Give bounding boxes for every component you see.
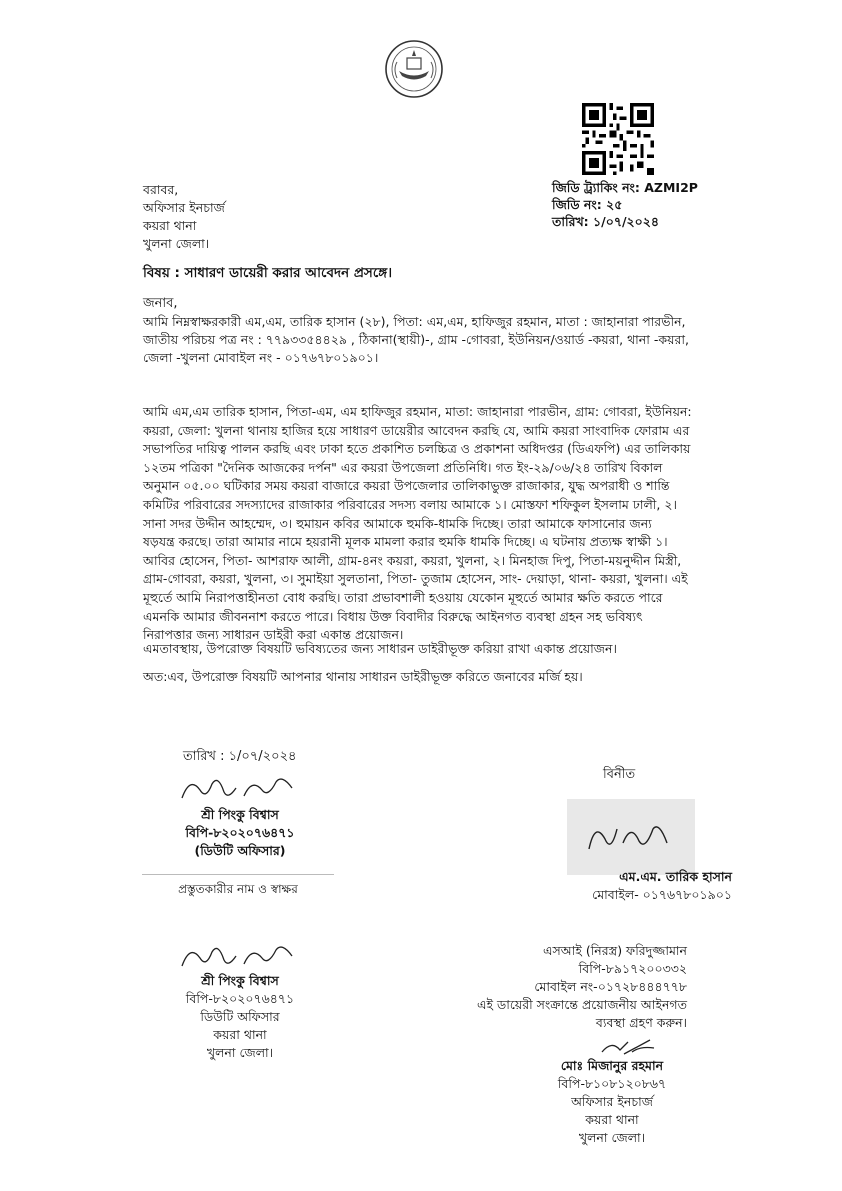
body-line: এমনকি আমার জীবননাশ করতে পারে। বিধায় উক্ত বিবাদীর বিরুদ্ধে আইনগত ব্যবস্থা গ্রহন সহ ভবিষ্যৎ [143,608,643,624]
duty-officer-bp: বিপি-৮২০২০৭৬৪৭১ [185,991,295,1006]
officer-in-charge-block [512,1057,712,1147]
oc-station: কয়রা থানা [585,1112,639,1127]
body-line: অনুমান ০৫.০০ ঘটিকার সময় কয়রা বাজারে কয়রা উপজেলার তালিকাভুক্ত রাজাকার, যুদ্ধ অপরাধী ও শান্তি [143,478,670,494]
applicant-signature [567,799,695,875]
gd-tracking-number: জিডি ট্র্যাকিং নং: AZMI2P [552,180,698,195]
application-date: তারিখ : ১/০৭/২০২৪ [183,749,297,764]
oc-signature [598,1034,658,1058]
addressee-line: অফিসার ইনচার্জ [143,200,225,215]
duty-officer-station: কয়রা থানা [213,1027,267,1042]
gd-tracking-block [552,179,698,230]
body-line: কয়রা, জেলা: খুলনা থানায় হাজির হয়ে সাধারণ ডায়েরীর আবেদন করছি যে, আমি কয়রা সাংবাদিক ফোরাম এর [143,422,690,438]
conclusion-paragraph-1 [143,640,703,658]
duty-officer-signature [178,938,298,976]
intro-paragraph [143,313,703,367]
body-line: সভাপতির দায়িত্ব পালন করছি এবং ঢাকা হতে প্রকাশিত চলচ্চিত্র ও প্রকাশনা অধিদপ্তর (ডিএফপি) এর তালিকায় [143,441,691,457]
police-logo [383,38,445,100]
si-instruction: এই ডায়েরী সংক্রান্তে প্রয়োজনীয় আইনগত [477,997,687,1012]
body-line: আবির হোসেন, পিতা- আশরাফ আলী, গ্রাম-৪নং কয়রা, কয়রা, খুলনা, ২। মিনহাজ দিপু, পিতা-ময়নুদ্দীন মিস্ত্রী, [143,552,682,568]
body-line: কমিটির পরিবারের সদস্যাদের রাজাকার পরিবারের সদস্য বলায় আমাকে ১। মোস্তফা শফিকুল ইসলাম ঢালী, ২। [143,496,677,512]
body-line: গ্রাম-গোবরা, কয়রা, খুলনা, ৩। সুমাইয়া সুলতানা, পিতা- তুজাম হোসেন, সাং- দেয়াড়া, থানা- কয়রা, খুলনা। এই [143,571,688,587]
duty-officer-bp: বিপি-৮২০২০৭৬৪৭১ [185,825,295,840]
intro-line: জেলা -খুলনা মোবাইল নং - ০১৭৬৭৮০১৯০১। [143,350,379,365]
conclusion-paragraph-2 [143,668,703,686]
duty-officer-block-2 [160,972,320,1062]
body-line: মূহুর্তে আমি নিরাপত্তাহীনতা বোধ করছি। তারা প্রভাবশালী হওয়ায় যেকোন মূহুর্তে আমার ক্ষতি করতে পারে [143,589,663,605]
gd-number: জিডি নং: ২৫ [552,197,623,212]
si-mobile: মোবাইল নং-০১৭২৮৪৪৪৭৭৮ [534,979,687,994]
body-line: আমি এম,এম তারিক হাসান, পিতা-এম, এম হাফিজুর রহমান, মাতা: জাহানারা পারভীন, গ্রাম: গোবরা, ইউনিয়ন: [143,404,692,419]
applicant-block [532,868,732,904]
duty-officer-district: খুলনা জেলা। [206,1045,274,1060]
conclusion-line: অত:এব, উপরোক্ত বিষয়টি আপনার থানায় সাধারন ডাইরীভূক্ত করিতে জনাবের মর্জি হয়। [143,669,583,684]
duty-officer-signature [178,770,298,808]
salutation: জনাব, [143,296,178,311]
applicant-name: এম.এম. তারিক হাসান [619,869,732,884]
body-paragraph [143,403,703,645]
preparer-label: প্রস্তুতকারীর নাম ও স্বাক্ষর [142,874,334,901]
addressee-line: বরাবর, [143,182,179,197]
body-line: নিরাপত্তার জন্য সাধারন ডাইরী করা একান্ত প্রয়োজন। [143,627,404,643]
body-line: ১২তম পত্রিকা "দৈনিক আজকের দর্পন" এর কয়রা উপজেলা প্রতিনিধি। গত ইং-২৯/০৬/২৪ তারিখ বিকাল [143,459,663,475]
si-bp: বিপি-৮৯১৭২০০৩৩২ [578,961,687,976]
gd-date: তারিখ: ১/০৭/২০২৪ [552,214,660,229]
subject-line: বিষয় : সাধারণ ডায়েরী করার আবেদন প্রসঙ্গে। [143,265,393,281]
applicant-mobile: মোবাইল- ০১৭৬৭৮০১৯০১ [592,887,732,902]
oc-designation: অফিসার ইনচার্জ [571,1094,653,1109]
conclusion-line: এমতাবস্থায়, উপরোক্ত বিষয়টি ভবিষ্যতের জন্য সাধারন ডাইরীভূক্ত করিয়া রাখা একান্ত প্রয়োজন। [143,641,617,656]
qr-code [582,103,654,175]
si-instruction: ব্যবস্থা গ্রহণ করুন। [595,1015,687,1030]
yours-faithfully: বিনীত [603,767,636,782]
duty-officer-designation: (ডিউটি অফিসার) [194,843,286,858]
duty-officer-name: শ্রী পিংকু বিশ্বাস [201,807,279,822]
body-line: সানা সদর উদ্দীন আহম্মেদ, ৩। হুমায়ন কবির আমাকে হুমকি-ধামকি দিচ্ছে। তারা আমাকে ফাসানোর জন্য [143,515,652,531]
si-name: এসআই (নিরস্ত্র) ফরিদুজ্জামান [543,943,687,958]
body-line: ষড়যন্ত্র করছে। তারা আমার নামে হয়রানী মূলক মামলা করার হুমকি ধামকি দিচ্ছে। এ ঘটনায় প্রত্যক্ষ স্বাক্ষী ১। [143,534,668,550]
oc-bp: বিপি-৮১০৮১২০৮৬৭ [557,1076,667,1091]
duty-officer-name: শ্রী পিংকু বিশ্বাস [201,973,279,988]
addressee-line: কয়রা থানা [143,218,197,233]
intro-line: আমি নিম্নস্বাক্ষরকারী এম,এম, তারিক হাসান (২৮), পিতা: এম,এম, হাফিজুর রহমান, মাতা : জাহানারা পারভীন, [143,314,686,329]
oc-name: মোঃ মিজানুর রহমান [560,1058,664,1073]
intro-line: জাতীয় পরিচয় পত্র নং : ৭৭৯৩৩৫৪৪২৯ , ঠিকানা(স্থায়ী)-, গ্রাম -গোবরা, ইউনিয়ন/ওয়ার্ড -কয়রা, থানা -কয়রা, [143,332,689,347]
duty-officer-designation: ডিউটি অফিসার [200,1009,280,1024]
duty-officer-block [160,806,320,860]
addressee-block [143,181,225,253]
oc-district: খুলনা জেলা। [578,1130,646,1145]
applicant-signature-image [567,799,695,875]
si-endorsement-block [455,942,687,1032]
addressee-line: খুলনা জেলা। [143,236,210,251]
